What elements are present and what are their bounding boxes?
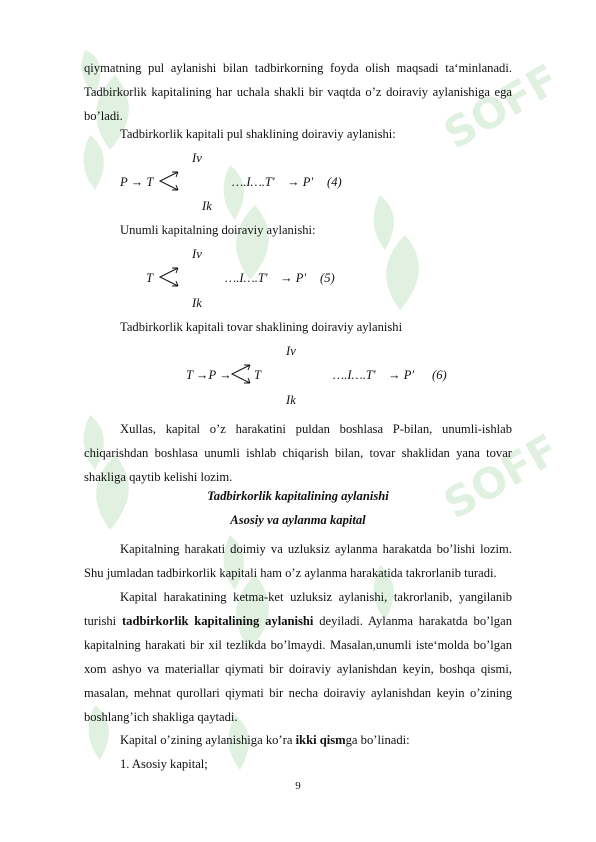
paragraph: Xullas, kapital o’z harakatini puldan boshlasa P-bilan, unumli-ishlab chiqarishdan boshlasa unumli ishlab chiqarish bilan, tovar shaklidan yana tovar shakliga qaytib kelishi lozim. bbox=[84, 422, 512, 484]
formula-part: T bbox=[146, 271, 154, 285]
paragraph: qiymatning pul aylanishi bilan tadbirkorning foyda olish maqsadi ta‘minlanadi. Tadbirkorlik kapitalining har uchala shakli bir vaqtda o’z doiraviy aylanishiga ega bo’ladi. bbox=[84, 61, 512, 123]
formula-part: ….I….T' bbox=[232, 175, 275, 189]
formula-label: Ik bbox=[286, 393, 296, 407]
formula-label: Ik bbox=[202, 199, 212, 213]
formula-label: Iv bbox=[192, 247, 202, 261]
watermark-text: SOFF bbox=[435, 54, 567, 159]
branch-arrows-icon bbox=[230, 363, 254, 385]
formula-number: (4) bbox=[327, 175, 342, 189]
paragraph-text: Kapital o’zining aylanishiga ko’ra bbox=[120, 733, 296, 747]
section-subtitle: Asosiy va aylanma kapital bbox=[230, 513, 366, 527]
branch-arrows-icon bbox=[158, 266, 182, 288]
heading: Tadbirkorlik kapitali pul shaklining doiraviy aylanishi: bbox=[120, 127, 396, 141]
formula-label: Ik bbox=[192, 296, 202, 310]
page-number: 9 bbox=[295, 780, 301, 792]
section-title: Tadbirkorlik kapitalining aylanishi bbox=[207, 489, 389, 503]
paragraph-text: ga bo’linadi: bbox=[345, 733, 410, 747]
formula-part: T →P → bbox=[186, 368, 232, 382]
formula-number: (5) bbox=[320, 271, 335, 285]
formula-part: T bbox=[254, 368, 262, 382]
formula-part: ….I….T' bbox=[225, 271, 268, 285]
branch-arrows-icon bbox=[158, 170, 182, 192]
heading: Tadbirkorlik kapitali tovar shaklining doiraviy aylanishi bbox=[120, 320, 403, 334]
paragraph bbox=[120, 733, 410, 748]
formula-part: P → T bbox=[120, 175, 154, 189]
paragraph: Kapitalning harakati doimiy va uzluksiz aylanma harakatda bo’lishi lozim. Shu jumladan tadbirkorlik kapitali ham o’z aylanma harakatida takrorlanib turadi. bbox=[84, 542, 512, 580]
heading: Unumli kapitalning doiraviy aylanishi: bbox=[120, 223, 316, 237]
paragraph-text: Kapital harakatining ketma-ket uzluksiz aylanishi, takrorlanib, yangilanib turishi bbox=[84, 590, 512, 628]
formula-number: (6) bbox=[432, 368, 447, 382]
formula-part: → P' bbox=[287, 175, 314, 189]
formula-label: Iv bbox=[192, 151, 202, 165]
paragraph bbox=[84, 585, 512, 729]
term-bold: ikki qism bbox=[295, 733, 346, 747]
paragraph-text: deyiladi. Aylanma harakatda bo’lgan kapitalning harakati bir xil tezlikda bo’lmaydi. Masalan,unumli iste‘molda bo’lgan xom ashyo va materiallar qiymati bir doiraviy aylanishdan keyin, boshqa qismi, masalan, mehnat qurollari qiymati bir necha doiraviy aylanishdan keyin o’zining boshlang’ich shakliga qaytadi. bbox=[84, 614, 512, 724]
formula-part: ….I….T' bbox=[333, 368, 376, 382]
watermark-text: SOFF bbox=[435, 424, 567, 529]
formula-label: Iv bbox=[286, 344, 296, 358]
list-item: 1. Asosiy kapital; bbox=[120, 757, 208, 771]
term-bold: tadbirkorlik kapitalining aylanishi bbox=[121, 614, 314, 628]
formula-part: → P' bbox=[280, 271, 307, 285]
formula-part: → P' bbox=[388, 368, 415, 382]
